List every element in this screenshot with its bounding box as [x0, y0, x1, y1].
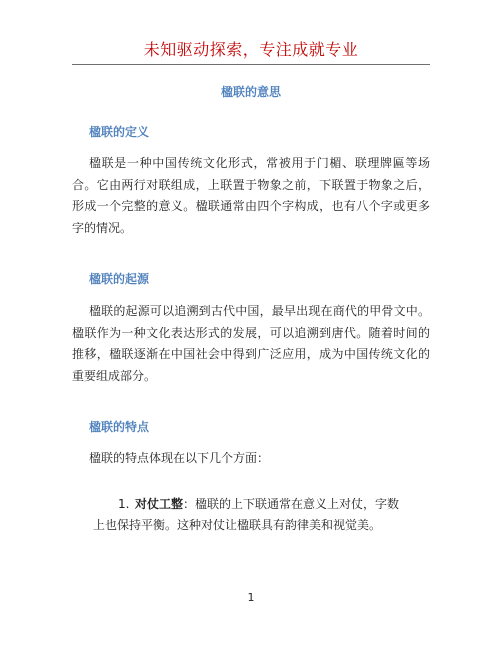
list-item-line-1: [135, 494, 399, 515]
list-item-number: 1.: [118, 497, 130, 511]
list-item-text-2: 上也保持平衡。这种对仗让楹联具有韵律美和视觉美。: [93, 518, 382, 532]
list-item-text-1: ：楹联的上下联通常在意义上对仗，字数: [183, 497, 400, 511]
document-title: 楹联的意思: [220, 85, 281, 99]
header-banner: 未知驱动探索，专注成就专业: [143, 40, 359, 59]
page-number: 1: [247, 591, 255, 604]
section-heading-definition: 楹联的定义: [89, 125, 150, 139]
section-heading-origin: 楹联的起源: [89, 272, 150, 286]
list-item-term: 对仗工整: [135, 497, 184, 511]
section-heading-features: 楹联的特点: [89, 420, 150, 434]
section-paragraph-origin: 楹联的起源可以追溯到古代中国，最早出现在商代的甲骨文中。楹联作为一种文化表达形式的发展，可以追溯到唐代。随着时间的推移，楹联逐渐在中国社会中得到广泛应用，成为中国传统文化的重要组成部分。: [72, 304, 430, 383]
section-paragraph-features: 楹联的特点体现在以下几个方面：: [89, 451, 270, 465]
section-paragraph-definition: 楹联是一种中国传统文化形式，常被用于门楣、联理牌匾等场合。它由两行对联组成，上联置于物象之前，下联置于物象之后，形成一个完整的意义。楹联通常由四个字构成，也有八个字或更多字的情况。: [72, 156, 430, 235]
header-divider: [72, 64, 430, 65]
